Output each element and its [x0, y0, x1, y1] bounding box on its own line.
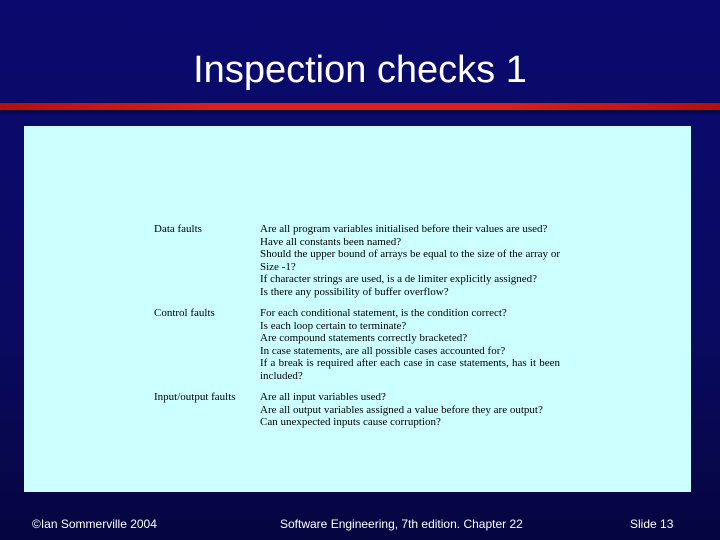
footer-copyright: ©Ian Sommerville 2004: [32, 517, 157, 531]
check-item: For each conditional statement, is the condition correct?: [260, 307, 507, 319]
check-item: Are compound statements correctly bracketed?: [260, 332, 468, 344]
check-item: If character strings are used, is a de limiter explicitly assigned?: [260, 273, 538, 285]
table-row: [154, 307, 560, 391]
fault-class-label: Control faults: [154, 307, 215, 319]
check-item: In case statements, are all possible cases accounted for?: [260, 344, 506, 357]
check-item: Is there any possibility of buffer overflow?: [260, 285, 449, 298]
title-divider: [0, 103, 720, 110]
check-item: Are all program variables initialised before their values are used?: [260, 223, 548, 235]
checks-cell: [260, 307, 560, 391]
footer-slide-number: Slide 13: [630, 517, 674, 531]
check-item: Are all input variables used?: [260, 391, 386, 403]
footer-book-reference: Software Engineering, 7th edition. Chapter 22: [280, 517, 523, 531]
checks-cell: [260, 223, 560, 307]
table-row: [154, 223, 560, 307]
fault-class-label: Data faults: [154, 223, 202, 235]
slide-title: Inspection checks 1: [193, 49, 527, 91]
inspection-checks-table: [154, 223, 560, 429]
check-item: Have all constants been named?: [260, 235, 402, 248]
check-item: Are all output variables assigned a value before they are output?: [260, 403, 543, 416]
checks-cell: [260, 391, 560, 429]
check-item: Can unexpected inputs cause corruption?: [260, 416, 441, 428]
check-item: If a break is required after each case in case statements, has it been included?: [260, 357, 560, 382]
fault-class-label: Input/output faults: [154, 391, 236, 403]
table-row: [154, 391, 560, 429]
check-item: Is each loop certain to terminate?: [260, 319, 407, 332]
check-item: Should the upper bound of arrays be equal to the size of the array or Size -1?: [260, 248, 560, 273]
